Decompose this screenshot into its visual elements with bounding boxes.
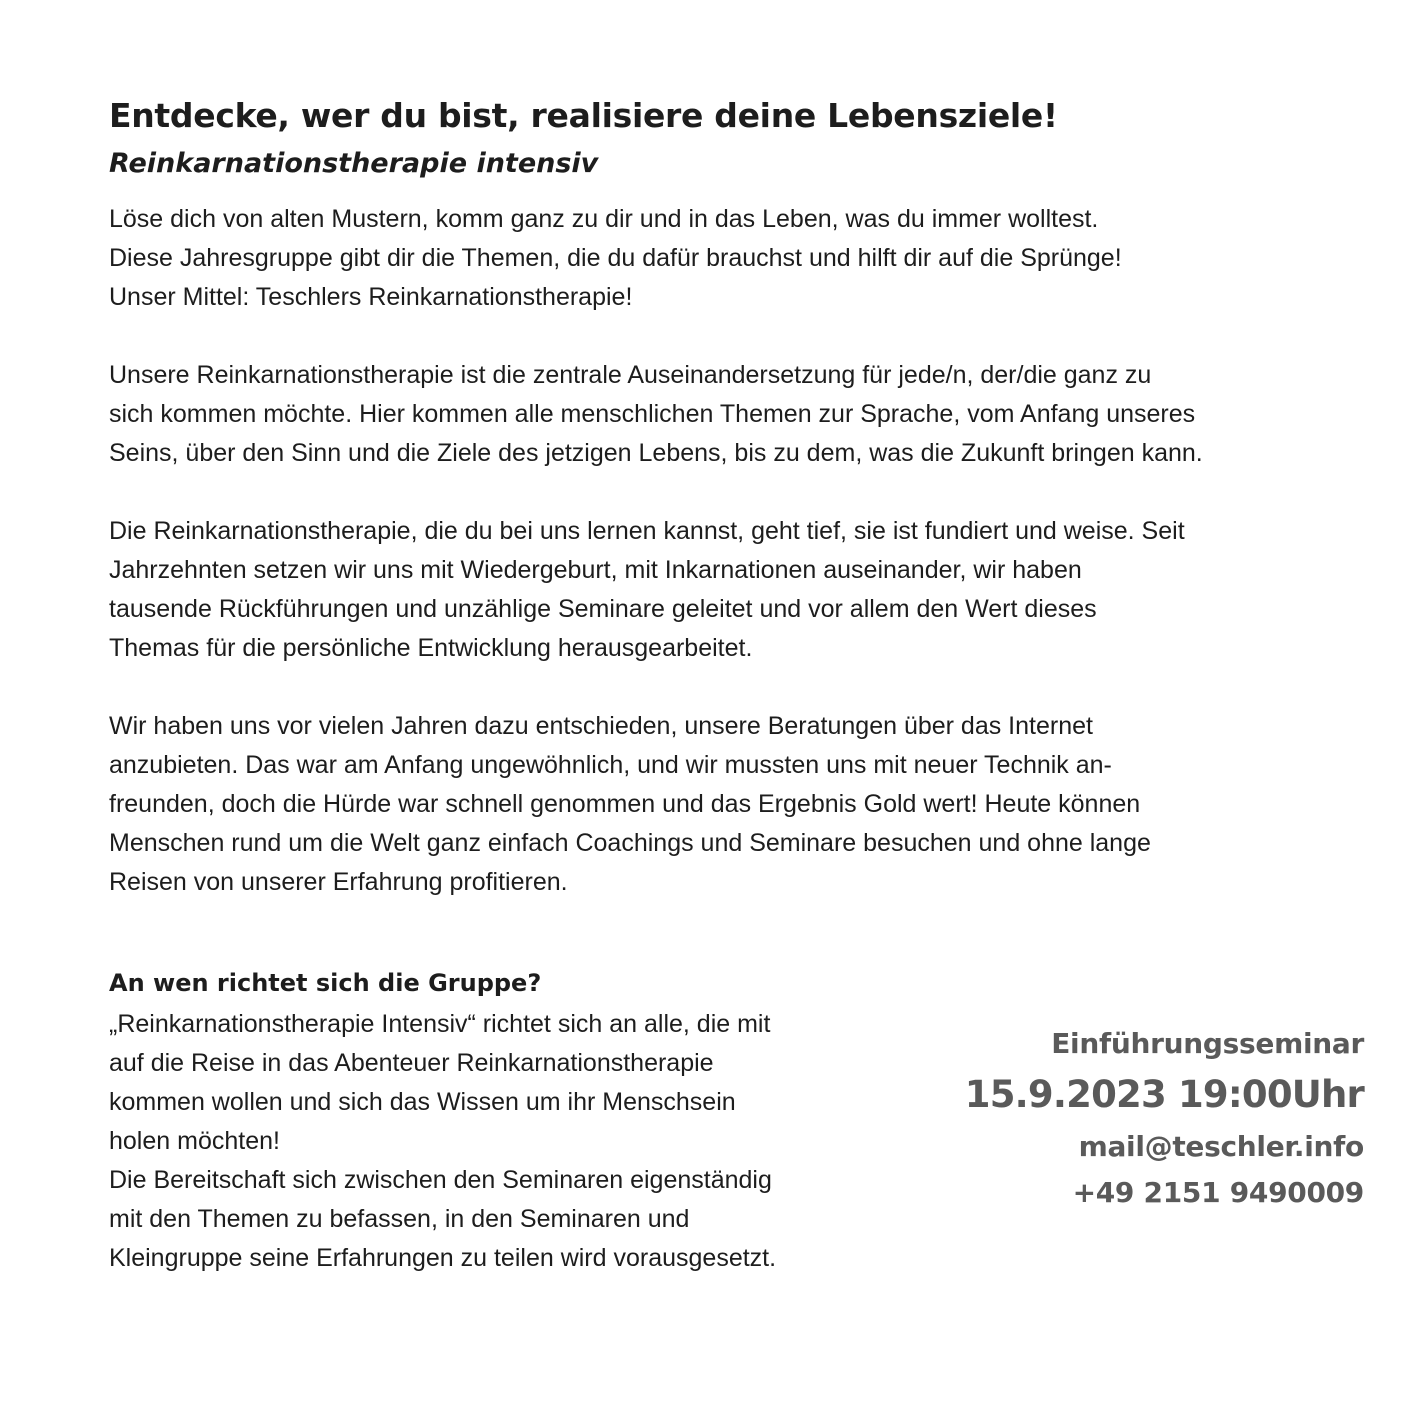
text-line: Die Bereitschaft sich zwischen den Seminaren eigenständig (109, 1166, 772, 1194)
text-line: Themas für die persönliche Entwicklung herausgearbeitet. (109, 634, 753, 662)
intro-paragraph-2 (109, 356, 1359, 473)
text-line: Löse dich von alten Mustern, komm ganz zu dir und in das Leben, was du immer wolltest. (109, 205, 1099, 233)
seminar-label: Einführungsseminar (1051, 1027, 1364, 1060)
seminar-info-box (965, 1022, 1364, 1216)
text-line: Jahrzehnten setzen wir uns mit Wiedergeburt, mit Inkarnationen auseinander, wir haben (109, 556, 1082, 584)
text-line: „Reinkarnationstherapie Intensiv“ richtet sich an alle, die mit (109, 1010, 771, 1038)
text-line: mit den Themen zu befassen, in den Seminaren und (109, 1205, 690, 1233)
text-line: Diese Jahresgruppe gibt dir die Themen, die du dafür brauchst und hilft dir auf die Sprünge! (109, 244, 1122, 272)
text-line: Reisen von unserer Erfahrung profitieren. (109, 868, 568, 896)
target-group-heading: An wen richtet sich die Gruppe? (109, 969, 542, 997)
text-line: Kleingruppe seine Erfahrungen zu teilen wird vorausgesetzt. (109, 1244, 777, 1272)
text-line: Menschen rund um die Welt ganz einfach Coachings und Seminare besuchen und ohne lange (109, 829, 1151, 857)
text-line: Unser Mittel: Teschlers Reinkarnationstherapie! (109, 283, 633, 311)
intro-text (109, 200, 1359, 941)
text-line: anzubieten. Das war am Anfang ungewöhnlich, und wir mussten uns mit neuer Technik an- (109, 751, 1112, 779)
text-line: freunden, doch die Hürde war schnell genommen und das Ergebnis Gold wert! Heute können (109, 790, 1141, 818)
contact-phone[interactable]: +49 2151 9490009 (1072, 1176, 1364, 1209)
text-line: holen möchten! (109, 1127, 280, 1155)
contact-email[interactable]: mail@teschler.info (1078, 1130, 1364, 1163)
text-line: kommen wollen und sich das Wissen um ihr Menschsein (109, 1088, 736, 1116)
page-subtitle: Reinkarnationstherapie intensiv (109, 148, 599, 179)
text-line: Seins, über den Sinn und die Ziele des jetzigen Lebens, bis zu dem, was die Zukunft bringen kann. (109, 439, 1203, 467)
intro-paragraph-1 (109, 200, 1359, 317)
page-title: Entdecke, wer du bist, realisiere deine Lebensziele! (109, 96, 1058, 135)
text-line: Die Reinkarnationstherapie, die du bei uns lernen kannst, geht tief, sie ist fundiert und weise. Seit (109, 517, 1185, 545)
text-line: auf die Reise in das Abenteuer Reinkarnationstherapie (109, 1049, 714, 1077)
text-line: tausende Rückführungen und unzählige Seminare geleitet und vor allem den Wert dieses (109, 595, 1097, 623)
intro-paragraph-4 (109, 707, 1359, 902)
text-line: sich kommen möchte. Hier kommen alle menschlichen Themen zur Sprache, vom Anfang unseres (109, 400, 1196, 428)
target-group-text (109, 1005, 889, 1278)
text-line: Unsere Reinkarnationstherapie ist die zentrale Auseinandersetzung für jede/n, der/die ganz zu (109, 361, 1152, 389)
intro-paragraph-3 (109, 512, 1359, 668)
text-line: Wir haben uns vor vielen Jahren dazu entschieden, unsere Beratungen über das Internet (109, 712, 1093, 740)
seminar-date: 15.9.2023 19:00Uhr (964, 1073, 1364, 1116)
